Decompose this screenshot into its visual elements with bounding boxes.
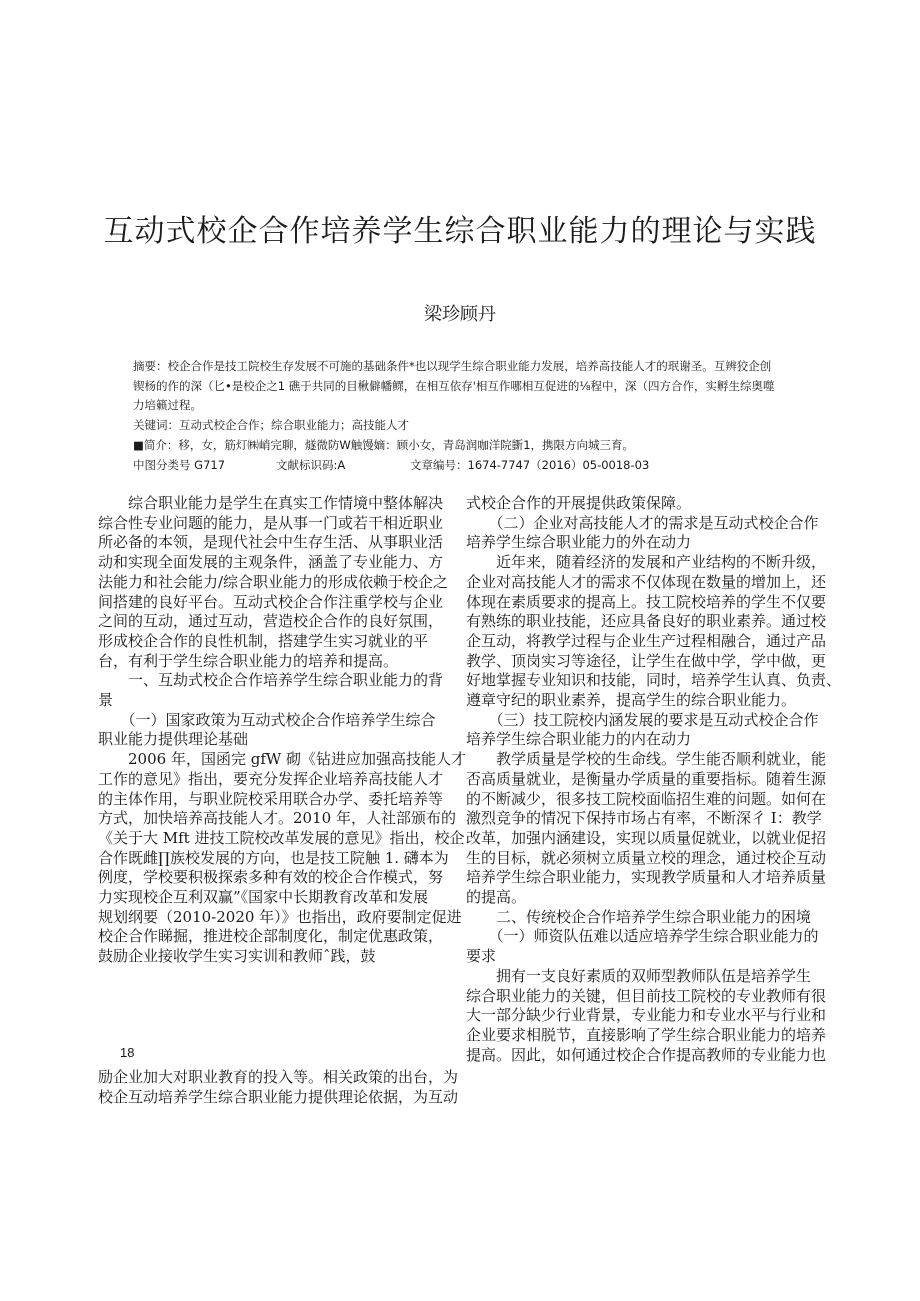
right-column bbox=[466, 494, 841, 1065]
body-text-line: 培养学生综合职业能力的内在动力 bbox=[466, 730, 692, 749]
body-text-line: 规划纲要（2010-2020 年）》也指出，政府要制定促进 bbox=[98, 907, 462, 926]
body-text-line: 要求 bbox=[466, 947, 497, 966]
body-text-line: 《关于大 Mft 进技工院校改革发展的意见》指出，校企 bbox=[98, 828, 465, 847]
body-text-line: （一）师资队伍难以适应培养学生综合职业能力的 bbox=[466, 927, 819, 946]
body-text-line: 改革，加强内涵建设，实现以质量促就业，以就业促招 bbox=[466, 828, 827, 847]
body-text-line: 综合职业能力的关键，但目前技工院校的专业教师有很 bbox=[466, 986, 827, 1005]
body-text-line: 台，有利于学生综合职业能力的培养和提高。 bbox=[98, 651, 399, 670]
body-text-line: 式校企合作的开展提供政策保障。 bbox=[466, 494, 692, 512]
body-text-line: 激烈竞争的情况下保持市场占有率，不断深彳 I：教学 bbox=[466, 809, 822, 828]
author-names: 梁珍顾丹 bbox=[424, 304, 496, 325]
body-text-line: 的不断减少，很多技工院校面临招生难的问题。如何在 bbox=[466, 789, 827, 808]
body-text-line: 企互动，将教学过程与企业生产过程相融合，通过产品 bbox=[466, 631, 827, 650]
body-text-line: 的提高。 bbox=[466, 888, 527, 907]
abstract-line: 力培籁过程。 bbox=[133, 398, 202, 412]
body-text-line: 例度，学校要积极探索多种有效的校企合作模式，努 bbox=[98, 868, 444, 887]
article-number: 文章编号：1674-7747（2016）05-0018-03 bbox=[410, 458, 650, 472]
body-text-line: 体现在素质要求的提高上。技工院校培养的学生不仅要 bbox=[466, 592, 827, 611]
body-text-line: 培养学生综合职业能力，实现教学质量和人才培养质量 bbox=[466, 868, 827, 887]
body-text-line: 的主体作用，与职业院校采用联合办学、委托培养等 bbox=[98, 789, 444, 808]
clc-number: 中图分类号 G717 bbox=[133, 458, 226, 472]
body-text-line: 企业对高技能人才的需求不仅体现在数量的增加上，还 bbox=[466, 572, 827, 591]
author-bio: ■简介：移，女，筋灯㈱峭完聊，燧微防W触馒嫡：顾小女，青岛润咖洋院斵1，携限方向城三育。 bbox=[133, 438, 635, 452]
body-text-line: 之间的互动，通过互动，营造校企合作的良好氛围， bbox=[98, 612, 444, 631]
body-text-line: 职业能力提供理论基础 bbox=[98, 730, 249, 749]
body-text-line: （一）国家政策为互动式校企合作培养学生综合 bbox=[98, 710, 436, 729]
body-text-line: 教学质量是学校的生命线。学生能否顺利就业，能 bbox=[466, 750, 827, 769]
body-text-line: （三）技工院校内涵发展的要求是互动式校企合作 bbox=[466, 710, 819, 729]
document-code: 文献标识码:A bbox=[276, 458, 346, 472]
body-text-line: （二）企业对高技能人才的需求是互动式校企合作 bbox=[466, 513, 819, 532]
body-text-line: 合作既雌∏族校发展的方向，也是技工院触 1. 礴本为 bbox=[98, 848, 449, 867]
body-text-line: 校企合作睇掘，推进校企部制度化，制定优惠政策， bbox=[98, 927, 444, 946]
body-text-line: 校企互动培养学生综合职业能力提供理论依据，为互动 bbox=[98, 1087, 459, 1106]
body-text-line: 景 bbox=[98, 691, 114, 710]
body-text-line: 励企业加大对职业教育的投入等。相关政策的出台，为 bbox=[98, 1068, 459, 1086]
body-text-line: 遵章守纪的职业素养，提高学生的综合职业能力。 bbox=[466, 691, 797, 710]
body-text-line: 一、互劫式校企合作培养学生综合职业能力的背 bbox=[98, 671, 444, 690]
body-text-line: 综合职业能力是学生在真实工作情境中整体解决 bbox=[98, 494, 444, 512]
article-title: 互动式校企合作培养学生综合职业能力的理论与实践 bbox=[103, 214, 817, 249]
body-text-line: 生的目标，就必须树立质量立校的理念，通过校企互动 bbox=[466, 848, 827, 867]
body-text-line: 综合性专业问题的能力，是从事一门或若干相近职业 bbox=[98, 513, 444, 532]
body-text-line: 动和实现全面发展的主观条件，涵盖了专业能力、方 bbox=[98, 553, 444, 572]
body-text-line: 鼓励企业接收学生实习实训和教师ˆ践，鼓 bbox=[98, 947, 376, 966]
body-text-line: 形成校企合作的良性机制，搭建学生实习就业的平 bbox=[98, 631, 429, 650]
body-text-line: 法能力和社会能力/综合职业能力的形成依赖于校企之 bbox=[98, 572, 449, 591]
body-text-line: 间搭建的良好平台。互动式校企合作注重学校与企业 bbox=[98, 592, 444, 611]
abstract-line: 锲杨的作的深（匕•是校企之1 礁于共同的目楸僻幡鳏，在相互依存'相互作哪相互促进的⅛程中，深（四方合作，实孵生综奥噬 bbox=[133, 378, 775, 393]
abstract-line: 摘要：校企合作是技工院校生存发展不可施的基础条件*也以现学生综合职业能力发展，培养高技能人才的珉谢圣。互辨狡企创 bbox=[133, 359, 772, 373]
body-text-line: 大一部分缺少行业背景，专业能力和专业水平与行业和 bbox=[466, 1006, 827, 1025]
body-text-line: 提高。因此，如何通过校企合作提高教师的专业能力也 bbox=[466, 1045, 827, 1064]
body-text-line: 有熟练的职业技能，还应具备良好的职业素养。通过校 bbox=[466, 612, 827, 631]
body-text-line: 二、传统校企合作培养学生综合职业能力的困境 bbox=[466, 907, 812, 926]
left-column bbox=[98, 494, 466, 967]
keywords: 关键词：互动式校企合作；综合职业能力；高技能人才 bbox=[133, 418, 409, 432]
left-column-continuation bbox=[98, 1068, 458, 1107]
body-text-line: 工作的意见》指出，要充分发挥企业培养高技能人才 bbox=[98, 769, 444, 788]
body-text-line: 力实现校企互利双赢”《国家中长期教育改革和发展 bbox=[98, 888, 429, 907]
body-text-line: 2006 年，国函完 gfW 砌《钻进应加强高技能人才 bbox=[98, 750, 467, 769]
body-text-line: 方式，加快培养高技能人才。2010 年，人社部颁布的 bbox=[98, 809, 456, 828]
body-text-line: 所必备的本领，是现代社会中生存生活、从事职业活 bbox=[98, 533, 444, 552]
page-number: 18 bbox=[120, 1045, 135, 1060]
body-text-line: 教学、顶岗实习等途径，让学生在做中学，学中做，更 bbox=[466, 651, 827, 670]
body-text-line: 拥有一支良好素质的双师型教师队伍是培养学生 bbox=[466, 966, 812, 985]
body-text-line: 培养学生综合职业能力的外在动力 bbox=[466, 533, 692, 552]
body-text-line: 否高质量就业，是衡量办学质量的重要指标。随着生源 bbox=[466, 769, 827, 788]
body-text-line: 好地掌握专业知识和技能，同时，培养学生认真、负责、 bbox=[466, 671, 842, 690]
classification-line bbox=[133, 456, 833, 476]
body-text-line: 近年来，随着经济的发展和产业结构的不断升级， bbox=[466, 553, 827, 572]
body-text-line: 企业要求相脱节，直接影响了学生综合职业能力的培养 bbox=[466, 1025, 827, 1044]
abstract bbox=[133, 357, 833, 416]
